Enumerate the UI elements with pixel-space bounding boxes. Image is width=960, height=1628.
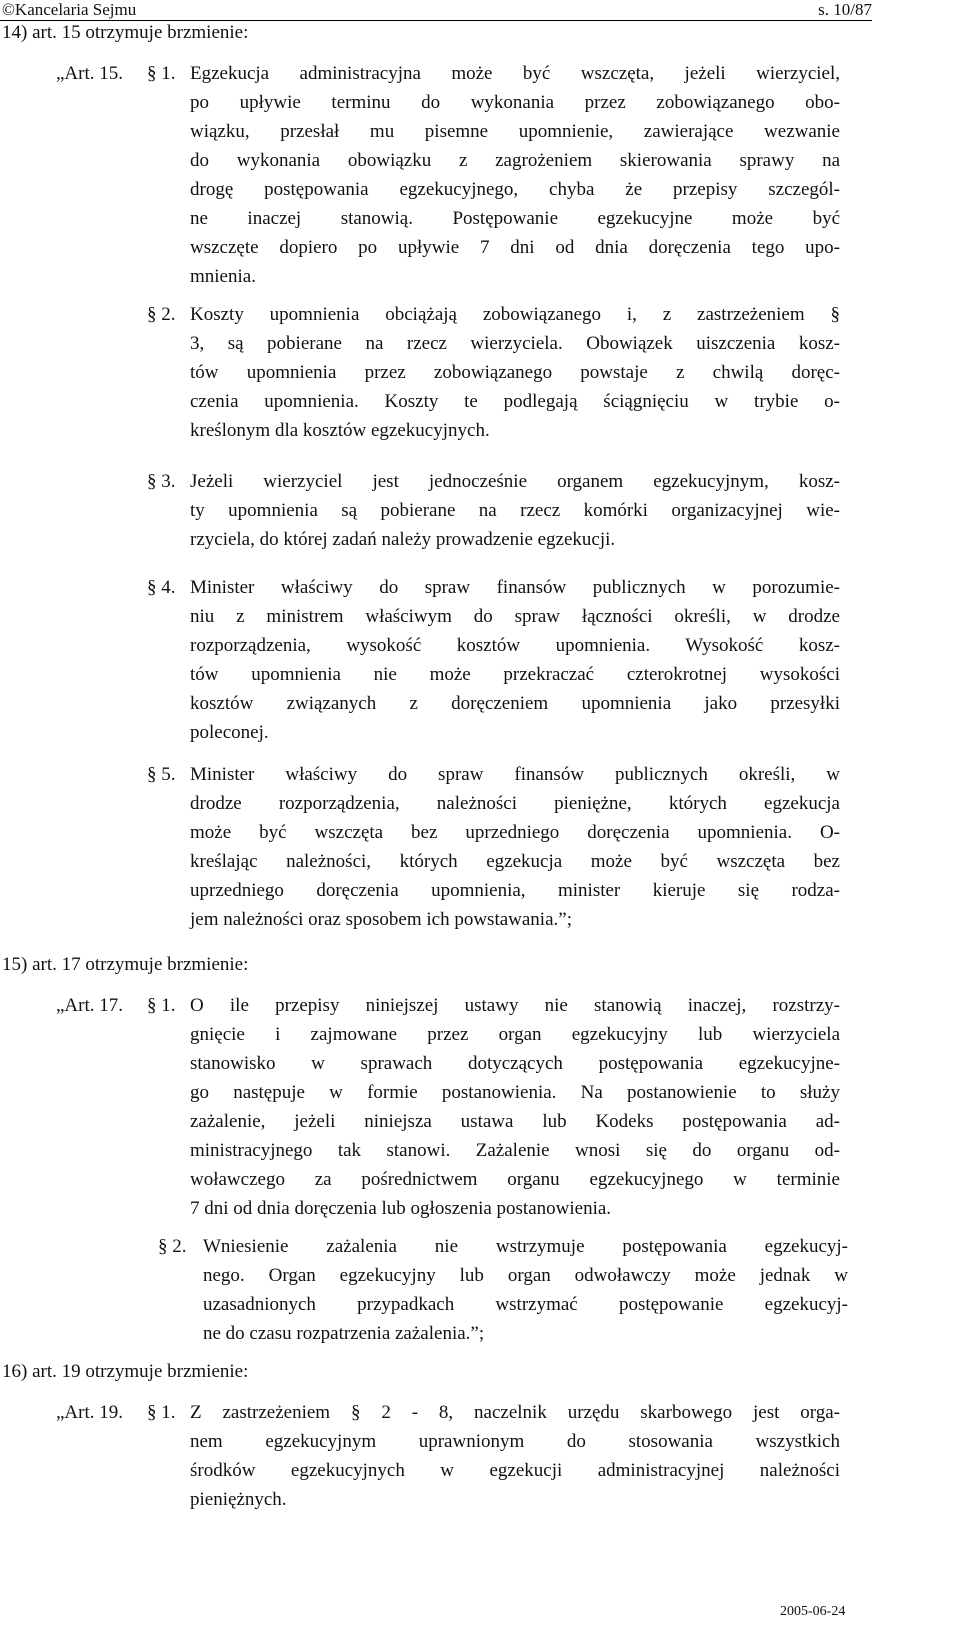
text-line: tów upomnienia przez zobowiązanego powstaje z chwilą doręc- [190,362,840,383]
text-line: zażalenie, jeżeli niniejsza ustawa lub Kodeks postępowania ad- [190,1111,840,1132]
paragraph-label: § 2. [147,304,176,325]
text-line: rozporządzenia, wysokość kosztów upomnienia. Wysokość kosz- [190,635,840,656]
text-line: go następuje w formie postanowienia. Na postanowienie to służy [190,1082,840,1103]
text-line: niu z ministrem właściwym do spraw łączności określi, w drodze [190,606,840,627]
paragraph-body [190,1398,840,1514]
text-line: Jeżeli wierzyciel jest jednocześnie organem egzekucyjnym, kosz- [190,471,840,492]
article-label-15: „Art. 15. [56,63,124,84]
text-line: woławczego za pośrednictwem organu egzekucyjnego w terminie [190,1169,840,1190]
text-line: ne do czasu rozpatrzenia zażalenia.”; [203,1323,485,1344]
text-line: ne inaczej stanowią. Postępowanie egzekucyjne może być [190,208,840,229]
text-line: 3, są pobierane na rzecz wierzyciela. Obowiązek uiszczenia kosz- [190,333,840,354]
text-line: stanowisko w sprawach dotyczących postępowania egzekucyjne- [190,1053,840,1074]
source-label: ©Kancelaria Sejmu [2,0,137,19]
paragraph-label: § 1. [147,1402,176,1423]
paragraph-label: § 2. [158,1236,187,1257]
paragraph-body [190,760,840,934]
text-line: drodze rozporządzenia, należności pieniężne, których egzekucja [190,793,840,814]
paragraph-body [190,59,840,291]
paragraph-body [190,300,840,445]
text-line: wszczęte dopiero po upływie 7 dni od dnia doręczenia tego upo- [190,237,840,258]
text-line: kreślając należności, których egzekucja może być wszczęta bez [190,851,840,872]
text-line: Koszty upomnienia obciążają zobowiązanego i, z zastrzeżeniem § [190,304,840,325]
paragraph-body [203,1232,848,1348]
text-line: po upływie terminu do wykonania przez zobowiązanego obo- [190,92,840,113]
text-line: środków egzekucyjnych w egzekucji administracyjnej należności [190,1460,840,1481]
text-line: może być wszczęta bez uprzedniego doręczenia upomnienia. O- [190,822,840,843]
text-line: kreślonym dla kosztów egzekucyjnych. [190,420,490,441]
footer-date: 2005-06-24 [780,1604,846,1619]
text-line: wiązku, przesłał mu pisemne upomnienie, zawierające wezwanie [190,121,840,142]
text-line: ty upomnienia są pobierane na rzecz komórki organizacyjnej wie- [190,500,840,521]
paragraph-body [190,991,840,1223]
text-line: nem egzekucyjnym uprawnionym do stosowania wszystkich [190,1431,840,1452]
text-line: do wykonania obowiązku z zagrożeniem skierowania sprawy na [190,150,840,171]
page-number: s. 10/87 [818,0,872,19]
text-line: mnienia. [190,266,256,287]
paragraph-label: § 4. [147,577,176,598]
paragraph-body [190,573,840,747]
text-line: uzasadnionych przypadkach wstrzymać postępowanie egzekucyj- [203,1294,848,1315]
text-line: gnięcie i zajmowane przez organ egzekucyjny lub wierzyciela [190,1024,840,1045]
text-line: tów upomnienia nie może przekraczać czterokrotnej wysokości [190,664,840,685]
text-line: nego. Organ egzekucyjny lub organ odwoławczy może jednak w [203,1265,848,1286]
amendment-intro-14: 14) art. 15 otrzymuje brzmienie: [2,22,249,43]
text-line: Z zastrzeżeniem § 2 - 8, naczelnik urzędu skarbowego jest orga- [190,1402,840,1423]
text-line: pieniężnych. [190,1489,287,1510]
paragraph-label: § 5. [147,764,176,785]
text-line: drogę postępowania egzekucyjnego, chyba że przepisy szczegól- [190,179,840,200]
text-line: rzyciela, do której zadań należy prowadzenie egzekucji. [190,529,616,550]
paragraph-label: § 1. [147,995,176,1016]
article-label-19: „Art. 19. [56,1402,124,1423]
text-line: uprzedniego doręczenia upomnienia, minister kieruje się rodza- [190,880,840,901]
text-line: Minister właściwy do spraw finansów publicznych w porozumie- [190,577,840,598]
text-line: czenia upomnienia. Koszty te podlegają ściągnięciu w trybie o- [190,391,840,412]
text-line: ministracyjnego tak stanowi. Zażalenie wnosi się do organu od- [190,1140,840,1161]
paragraph-body [190,467,840,554]
article-label-17: „Art. 17. [56,995,124,1016]
text-line: O ile przepisy niniejszej ustawy nie stanowią inaczej, rozstrzy- [190,995,840,1016]
text-line: 7 dni od dnia doręczenia lub ogłoszenia postanowienia. [190,1198,612,1219]
text-line: Minister właściwy do spraw finansów publicznych określi, w [190,764,840,785]
amendment-intro-15: 15) art. 17 otrzymuje brzmienie: [2,954,249,975]
paragraph-label: § 1. [147,63,176,84]
text-line: kosztów związanych z doręczeniem upomnienia jako przesyłki [190,693,840,714]
paragraph-label: § 3. [147,471,176,492]
text-line: jem należności oraz sposobem ich powstawania.”; [190,909,572,930]
amendment-intro-16: 16) art. 19 otrzymuje brzmienie: [2,1361,249,1382]
text-line: Wniesienie zażalenia nie wstrzymuje postępowania egzekucyj- [203,1236,848,1257]
text-line: poleconej. [190,722,269,743]
text-line: Egzekucja administracyjna może być wszczęta, jeżeli wierzyciel, [190,63,840,84]
